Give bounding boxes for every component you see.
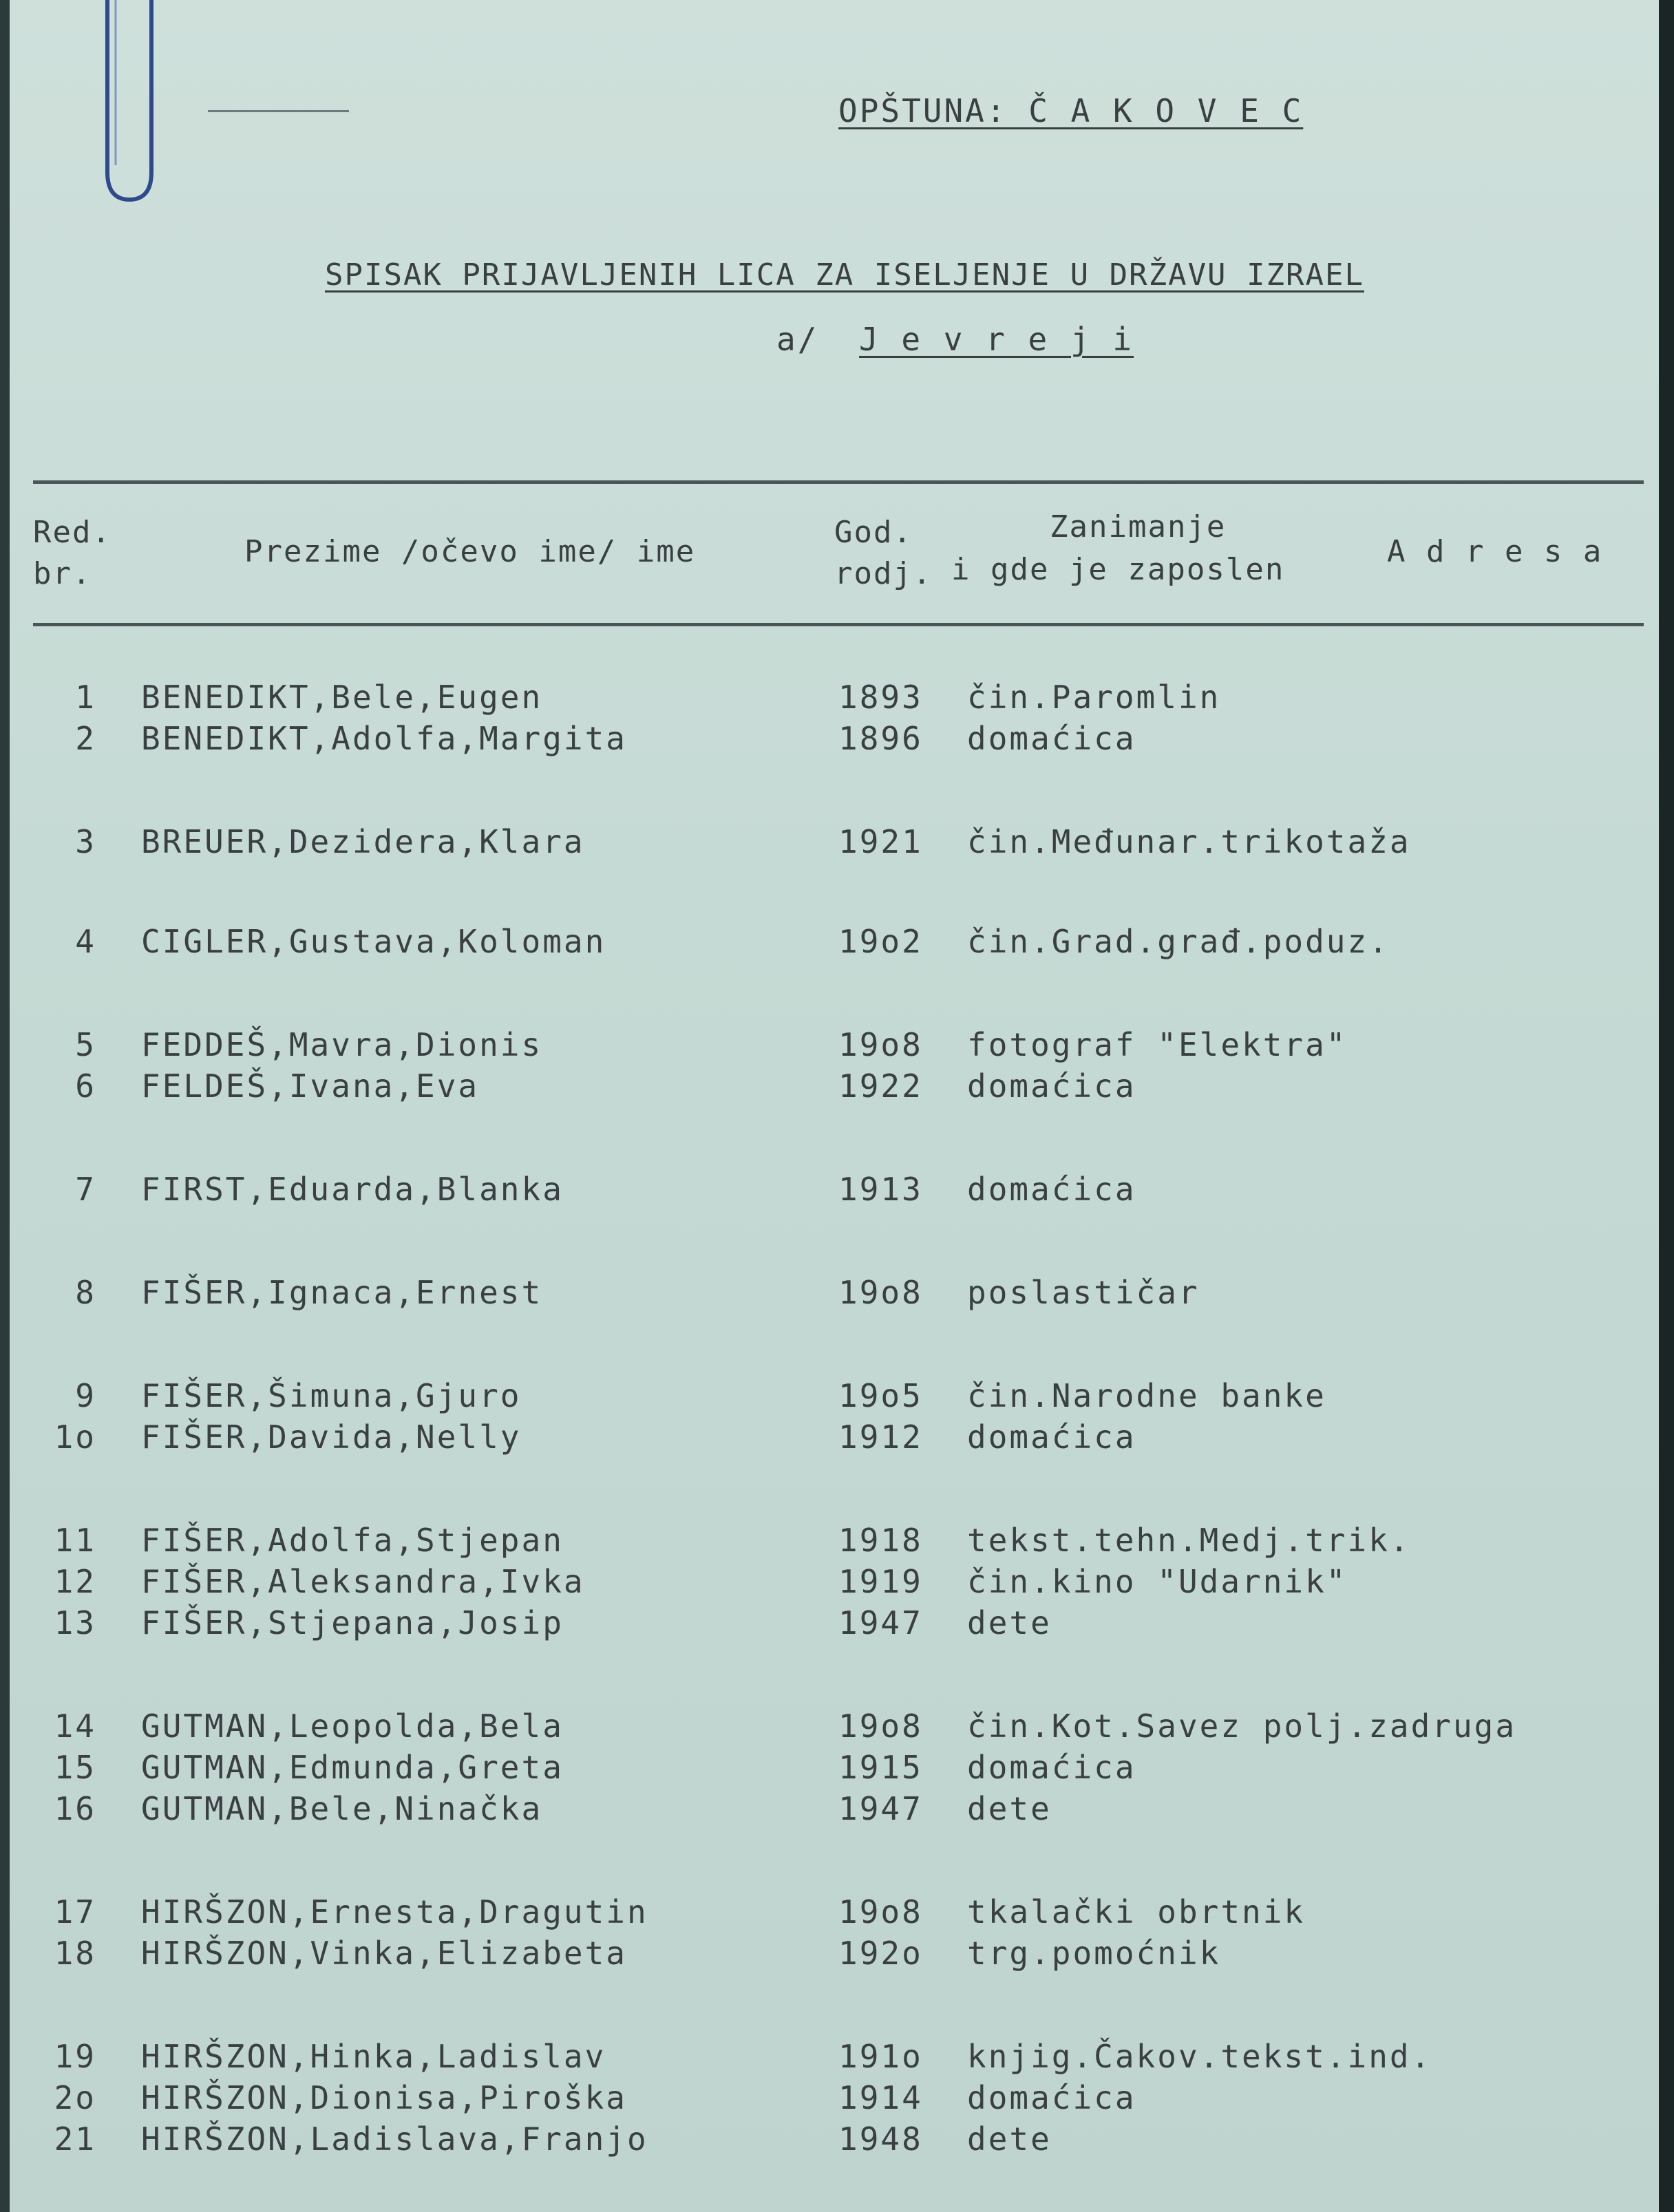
- row-name: GUTMAN,Edmunda,Greta: [141, 1749, 564, 1786]
- row-number: 2o: [54, 2079, 96, 2116]
- document-title: SPISAK PRIJAVLJENIH LICA ZA ISELJENJE U DRŽAVU IZRAEL: [325, 257, 1364, 293]
- row-job: čin.Grad.građ.poduz.: [967, 923, 1390, 960]
- row-name: FELDEŠ,Ivana,Eva: [141, 1067, 480, 1105]
- row-job: domaćica: [967, 1418, 1136, 1456]
- row-name: HIRŠZON,Vinka,Elizabeta: [141, 1935, 627, 1972]
- row-number: 9: [75, 1377, 96, 1414]
- row-name: HIRŠZON,Ladislava,Franjo: [141, 2120, 648, 2158]
- row-number: 18: [54, 1935, 96, 1972]
- col-name: Prezime /očevo ime/ ime: [244, 534, 696, 569]
- row-year: 191o: [838, 2038, 923, 2075]
- row-year: 19o8: [838, 1026, 923, 1063]
- row-year: 19o8: [838, 1708, 923, 1745]
- row-job: čin.Narodne banke: [967, 1377, 1326, 1414]
- row-year: 1914: [838, 2079, 923, 2116]
- row-number: 4: [75, 923, 96, 960]
- row-number: 3: [75, 823, 96, 860]
- col-job-line2: i gde je zaposlen: [951, 552, 1285, 587]
- row-name: BENEDIKT,Adolfa,Margita: [141, 720, 627, 757]
- row-job: čin.kino "Udarnik": [967, 1563, 1348, 1600]
- row-name: CIGLER,Gustava,Koloman: [141, 923, 606, 960]
- row-number: 21: [54, 2120, 96, 2158]
- row-year: 1922: [838, 1067, 923, 1105]
- row-job: dete: [967, 1604, 1052, 1641]
- table-top-rule: [33, 480, 1644, 484]
- table-header-rule: [33, 623, 1644, 626]
- row-number: 19: [54, 2038, 96, 2075]
- row-year: 1947: [838, 1790, 923, 1827]
- row-number: 6: [75, 1067, 96, 1105]
- row-number: 1: [75, 679, 96, 716]
- row-year: 19o8: [838, 1274, 923, 1311]
- row-job: poslastičar: [967, 1274, 1200, 1311]
- row-name: FIŠER,Stjepana,Josip: [141, 1604, 564, 1641]
- row-job: domaćica: [967, 720, 1136, 757]
- row-job: knjig.Čakov.tekst.ind.: [967, 2038, 1432, 2075]
- row-job: domaćica: [967, 1171, 1136, 1208]
- col-no-line1: Red.: [33, 515, 112, 550]
- row-year: 1893: [838, 679, 923, 716]
- row-name: FIŠER,Ignaca,Ernest: [141, 1274, 543, 1311]
- row-job: fotograf "Elektra": [967, 1026, 1348, 1063]
- row-number: 13: [54, 1604, 96, 1641]
- row-number: 7: [75, 1171, 96, 1208]
- row-number: 14: [54, 1708, 96, 1745]
- row-number: 2: [75, 720, 96, 757]
- binder-clip: [95, 0, 171, 206]
- row-name: HIRŠZON,Dionisa,Piroška: [141, 2079, 627, 2116]
- row-job: domaćica: [967, 2079, 1136, 2116]
- row-year: 1915: [838, 1749, 923, 1786]
- row-job: čin.Međunar.trikotaža: [967, 823, 1411, 860]
- row-year: 1947: [838, 1604, 923, 1641]
- row-number: 1o: [54, 1418, 96, 1456]
- row-year: 1913: [838, 1171, 923, 1208]
- row-year: 19o2: [838, 923, 923, 960]
- row-name: FEDDEŠ,Mavra,Dionis: [141, 1026, 543, 1063]
- row-job: trg.pomoćnik: [967, 1935, 1221, 1972]
- row-number: 11: [54, 1522, 96, 1559]
- row-name: FIRST,Eduarda,Blanka: [141, 1171, 564, 1208]
- row-job: tekst.tehn.Medj.trik.: [967, 1522, 1411, 1559]
- section-prefix: a/: [776, 321, 819, 358]
- header-dash: [208, 110, 349, 112]
- scan-edge-right: [1659, 0, 1674, 2212]
- row-year: 1921: [838, 823, 923, 860]
- row-name: FIŠER,Aleksandra,Ivka: [141, 1563, 585, 1600]
- row-name: HIRŠZON,Ernesta,Dragutin: [141, 1893, 648, 1931]
- row-name: FIŠER,Davida,Nelly: [141, 1418, 522, 1456]
- section-title: J e v r e j i: [859, 321, 1134, 358]
- col-job-line1: Zanimanje: [1050, 509, 1227, 544]
- row-name: BREUER,Dezidera,Klara: [141, 823, 585, 860]
- row-number: 12: [54, 1563, 96, 1600]
- row-job: dete: [967, 2120, 1052, 2158]
- col-year-line1: God.: [834, 515, 913, 550]
- col-no-line2: br.: [33, 556, 92, 591]
- row-name: GUTMAN,Bele,Ninačka: [141, 1790, 543, 1827]
- scan-edge-left: [0, 0, 10, 2212]
- municipality-heading: OPŠTUNA: Č A K O V E C: [838, 92, 1304, 129]
- row-year: 1919: [838, 1563, 923, 1600]
- row-name: FIŠER,Adolfa,Stjepan: [141, 1522, 564, 1559]
- row-number: 5: [75, 1026, 96, 1063]
- row-year: 192o: [838, 1935, 923, 1972]
- row-name: FIŠER,Šimuna,Gjuro: [141, 1377, 522, 1414]
- row-job: domaćica: [967, 1749, 1136, 1786]
- row-job: dete: [967, 1790, 1052, 1827]
- row-year: 19o8: [838, 1893, 923, 1931]
- row-number: 8: [75, 1274, 96, 1311]
- row-name: BENEDIKT,Bele,Eugen: [141, 679, 543, 716]
- row-name: HIRŠZON,Hinka,Ladislav: [141, 2038, 606, 2075]
- row-year: 1948: [838, 2120, 923, 2158]
- row-name: GUTMAN,Leopolda,Bela: [141, 1708, 564, 1745]
- row-number: 16: [54, 1790, 96, 1827]
- row-year: 1912: [838, 1418, 923, 1456]
- row-job: tkalački obrtnik: [967, 1893, 1306, 1931]
- row-job: čin.Kot.Savez polj.zadruga: [967, 1708, 1517, 1745]
- row-number: 17: [54, 1893, 96, 1931]
- row-number: 15: [54, 1749, 96, 1786]
- col-year-line2: rodj.: [834, 556, 933, 591]
- row-year: 1918: [838, 1522, 923, 1559]
- row-job: domaćica: [967, 1067, 1136, 1105]
- row-year: 1896: [838, 720, 923, 757]
- row-year: 19o5: [838, 1377, 923, 1414]
- col-address: A d r e s a: [1387, 534, 1603, 569]
- row-job: čin.Paromlin: [967, 679, 1221, 716]
